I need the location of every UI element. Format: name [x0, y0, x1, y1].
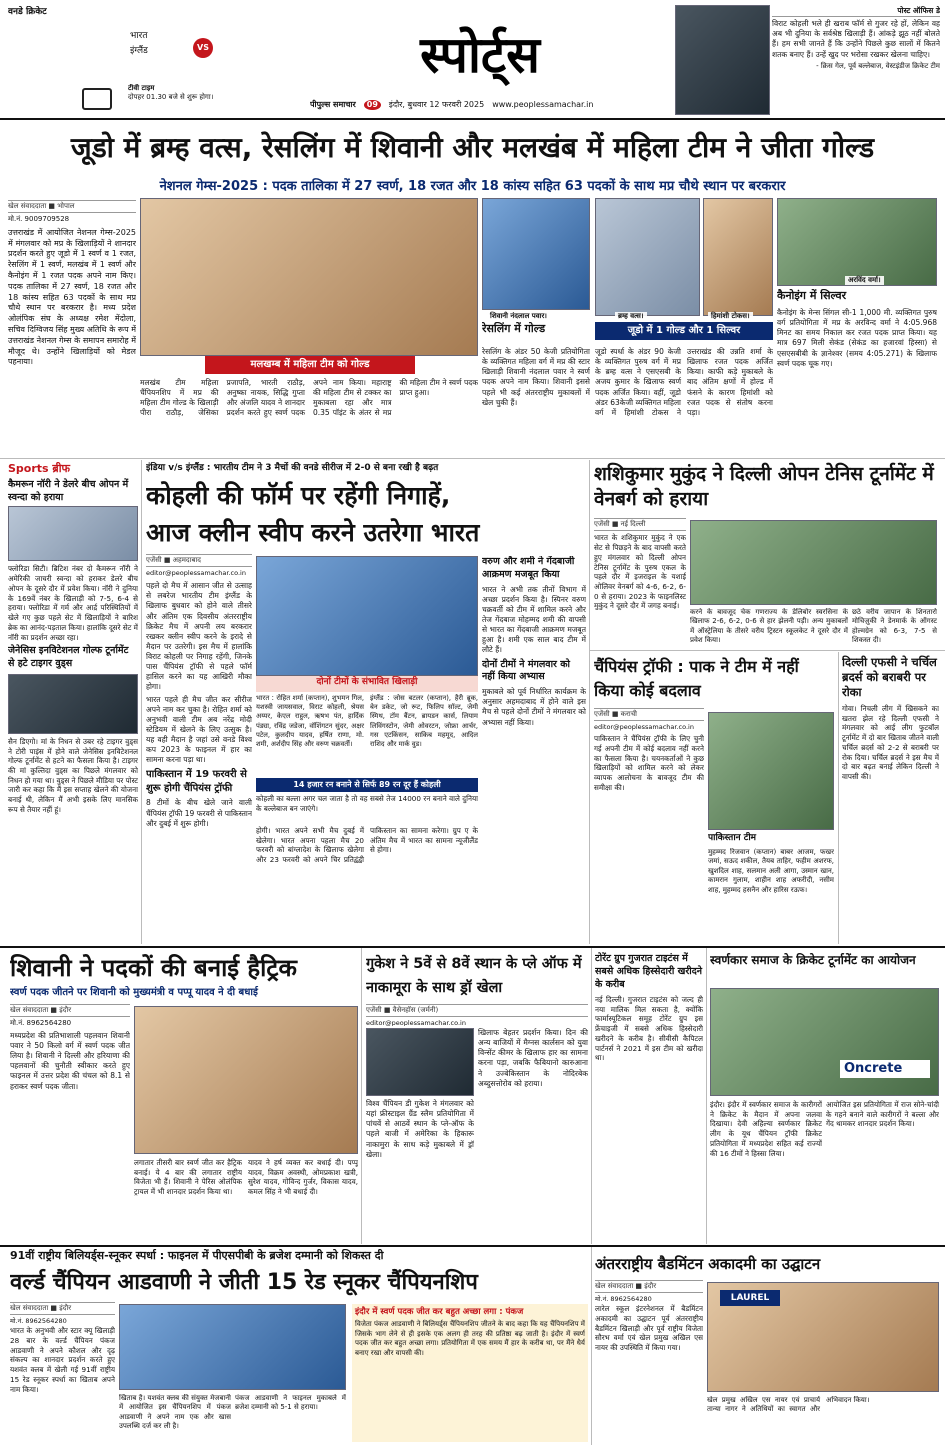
quote-text: विराट कोहली भले ही खराब फॉर्म से गुजर रहे हों, लेकिन वह अब भी दुनिया के सर्वश्रेष्ठ खिलाड़ी हैं। आंकड़े झूठ नहीं बोलते हैं। हम सभी जानते हैं कि उन्होंने पिछले कुछ सालों में कितने शतक बनाए हैं। उन्हें खुद पर भरोसा रखकर खेलना चाहिए।: [772, 19, 940, 59]
cricket-headline-1: कोहली की फॉर्म पर रहेंगी निगाहें,: [146, 481, 451, 510]
cricket-col3-heading: वरुण और शमी ने गेंदबाजी आक्रमण मजबूत किया: [482, 556, 575, 580]
malkhamb-text: मलखंब टीम महिला चैंपियनशिप में मप्र की महिला टीम गोल्ड के खिलाड़ी पीरा राठौड़, जेसिका प्रजापति, भारती राठौड़, अनुष्का नायक, सिद्धि गुप्ता और अंजलि यादव ने शानदार प्रदर्शन करते हुए स्वर्ण पदक अपने नाम किया। महाराष्ट्र की महिला टीम से टक्कर का मुकाबला रहा और मात्र 0.35 पॉइंट के अंतर से मप्र की महिला टीम ने स्वर्ण पदक प्राप्त हुआ।: [140, 378, 478, 418]
shivani-subhead: स्वर्ण पदक जीतने पर शिवानी को मुख्यमंत्री व पप्पू यादव ने दी बधाई: [10, 987, 258, 998]
brief-headline-1: कैमरून नॉरी ने डेलरे बीच ओपन में स्वन्दा को हराया: [8, 478, 129, 503]
brand-name: पीपुल्स समाचार: [310, 99, 356, 109]
cricket-col-1: [146, 554, 252, 944]
quote-box: [772, 6, 940, 114]
shivani-felicitation-photo: [134, 1006, 358, 1154]
tv-time-box: [128, 84, 238, 114]
judoka2-photo: [703, 198, 773, 316]
cricket-body-1: पहले दो मैच में आसान जीत से उत्साह से लबरेज भारतीय टीम इंग्लैंड के खिलाफ बुधवार को होने वाले तीसरे और अंतिम एक दिवसीय अंतरराष्ट्रीय क्रिकेट मैच में अपनी लय बरकरार रखकर क्लीन स्वीप करने के इरादे से मैदान पर उतरेगी। इस मैच में हालांकि विराट कोहली पर निगाह रहेंगी, जिनके पास चैंपियंस ट्रॉफी से पहले फॉर्म हासिल करने का यह आखिरी मौका होगा।: [146, 581, 252, 692]
swarnkar-col-2: [826, 1100, 939, 1242]
brief-body-1: फ्लोरिडा सिटी। ब्रिटिश नंबर दो कैमरून नॉरी ने अमेरिकी जाचरी स्वन्दा को हराकर डेलरे बीच ओपन के दूसरे दौर में प्रवेश किया। नॉरी ने दुनिया के 169वें नंबर के खिलाड़ी को 7-5, 6-4 से हराया। फ्लोरिडा में गर्म और आर्द्र परिस्थितियों में खेले गए कुछ पहले सेट में खिलाड़ियों ने बारिश ब्रेक का आनंद-पड़ताल किया। हालांकि दूसरे सेट में नॉरी का प्रदर्शन अच्छा रहा।: [8, 564, 138, 642]
shivani-mobile: मो.नं. 8962564280: [10, 1019, 72, 1028]
champions-email[interactable]: editor@peoplessamachar.co.in: [594, 723, 694, 732]
brief-body-2-wrap: [8, 737, 138, 815]
swarnkar-photo: [710, 988, 939, 1096]
lead-body: उत्तराखंड में आयोजित नेशनल गेम्स-2025 में मंगलवार को मप्र के खिलाड़ियों ने शानदार प्रदर्शन करते हुए जूडो में 1 स्वर्ण व 1 रजत, रेसलिंग में 1 स्वर्ण, मलखंब में 1 स्वर्ण और कैनोइंग में 1 रजत पदक अपने नाम किए। पदक तालिका में 27 स्वर्ण, 18 रजत और 18 कांस्य सहित 63 पदकों के साथ मप्र चौथे स्थान पर बरकरार है। मध्य प्रदेश ओलंपिक संघ के अध्यक्ष रमेश मेंदोला, सचिव दिग्विजय सिंह मुख्य अतिथि के रूप में उत्तराखंड नेशनल गेम्स के समापन समारोह में मौजूद थे। उन्होंने खिलाड़ियों को मेडल पहनाया।: [8, 227, 136, 367]
match-label-box: [8, 6, 118, 28]
kohli-bar: 14 हजार रन बनाने से सिर्फ 89 रन दूर हैं कोहली: [256, 778, 478, 792]
advani-quote-head: इंदौर में स्वर्ण पदक जीत कर बहुत अच्छा लगा : पंकज: [355, 1307, 524, 1317]
brief-body-2: सैन डिएगो। मां के निधन से उबर रहे टाइगर वुड्स ने टोरी पाइंस में होने वाले जेनेसिस इनविटेशनल गोल्फ टूर्नामेंट से हटने का फैसला किया है। टाइगर की मां कुल्तिदा वुड्स का पिछले मंगलवार को निधन हो गया था। वुड्स ने पिछले मीडिया पर पोस्ट जारी कर कहा कि मैं इस सप्ताह खेलने की योजना बनाई थी, लेकिन मैं अभी इसके लिए मानसिक रूप से तैयार नहीं हूं।: [8, 736, 138, 814]
canoe-text: कैनोइंग के मेन्स सिंगल सी-1 1,000 मी. व्यक्तिगत पुरुष वर्ग प्रतियोगिता में मप्र के अरविन्द वर्मा ने 4:05.968 मिनट का समय निकाल कर रजत पदक प्राप्त किया। यह मात्र 697 मिली सेकंड (सेकंड का हजारवां हिस्सा) से एसएसबीबी के ज्ञानेश्वर (समय 4:05.271) के खिलाफ स्वर्ण पदक चूक गए।: [777, 308, 937, 368]
football-story: [842, 655, 939, 944]
lead-mobile: मो.नं. 9009709528: [8, 215, 70, 224]
pakistan-squad: मुहम्मद रिजवान (कप्तान) बाबर आजम, फखर जमां, सऊद शकील, तैयब ताहिर, फहीम अशरफ, खुशदिल शाह, सलमान अली आगा, उस्मान खान, कामरान गुलाम, शाहीन शाह अफरीदी, नसीम शाह, मुहम्मद हसनैन और हारिस रऊफ।: [708, 848, 834, 894]
quote-author-photo: [675, 5, 770, 115]
lead-intro-column: [8, 200, 136, 455]
badminton-col-1: [595, 1280, 703, 1442]
chess-byline-box: [366, 1004, 588, 1026]
brief-body-1-wrap: [8, 564, 138, 642]
brief-label: Sports ब्रीफ: [8, 462, 71, 475]
dateline-bar: [310, 97, 680, 113]
chess-body-2: खिलाफ बेहतर प्रदर्शन किया। दिन की अन्य बाजियों में मैग्नस कार्लसन को युवा विन्सेंट कीमर के खिलाफ हार का सामना करना पड़ा, जबकि फैबियानो कारुआना ने उज्बेकिस्तान के नोदिरबेक अब्दुसत्तोरोव को हराया।: [478, 1028, 588, 1088]
kohli-body-wrap: [256, 794, 478, 824]
shivani-col-2: [134, 1158, 242, 1242]
gukesh-photo: [366, 1028, 474, 1096]
quote-label: पोस्ट ऑफिस डे: [772, 6, 940, 17]
badminton-body: लारेल स्कूल इंटरनेशनल में बैडमिंटन अकादमी का उद्घाटन पूर्व अंतरराष्ट्रीय बैडमिंटन खिलाड़ी और पूर्व राष्ट्रीय विजेता सौरभ वर्मा एवं खेल प्रमुख अखिल एस नायर की उपस्थिति में किया गया।: [595, 1304, 703, 1353]
cricket-col3-body-2: मुकाबले को पूर्व निर्धारित कार्यक्रम के अनुसार अहमदाबाद में होने वाले इस मैच से पहले दोनों टीमों ने मंगलवार को अभ्यास नहीं किया।: [482, 687, 586, 727]
advani-quote-body: विजेता पंकज आडवाणी ने बिलियर्ड्स चैंपियनशिप जीतने के बाद कहा कि यह चैंपियनशिप में जिसके भाग लेने से ही इसके एक अलग ही तरह की प्रतिष्ठा बढ़ जाती है। इंदौर में स्वर्ण पदक जीत कर बहुत अच्छा लगा। प्रतियोगिता में एक समय मैं हार के करीब था, पर मैंने धैर्य बनाए रखा और वापसी की।: [355, 1320, 585, 1357]
wrestling-text: रेसलिंग के अंडर 50 केजी प्रतियोगिता के व्यक्तिगत महिला वर्ग में मप्र की स्टार खिलाड़ी शिवानी नंदलाल पवार ने स्वर्ण पदक अपने नाम किया। शिवानी इससे पहले भी कई अंतरराष्ट्रीय मुकाबलों में खेल चुकी हैं।: [482, 347, 590, 407]
shivani-headline: शिवानी ने पदकों की बनाई हैट्रिक: [10, 954, 297, 982]
titans-body: नई दिल्ली। गुजरात टाइटंस को जल्द ही नया मालिक मिल सकता है, क्योंकि फार्मास्यूटिकल समूह टोरेंट ग्रुप इस फ्रेंचाइजी में सबसे अधिक हिस्सेदारी खरीदने के करीब है। सीवीसी कैपिटल पार्टनर्स ने 2021 में इस टीम को खरीदा था।: [595, 995, 703, 1063]
badminton-body-2: खेल प्रमुख अखिल एस नायर एवं प्राचार्य तान्या नागर ने अतिथियों का स्वागत और अभिवादन किया।: [707, 1396, 870, 1414]
billiards-col-3: [235, 1394, 346, 1442]
canoe-caption: कैनोइंग में सिल्वर: [777, 289, 847, 302]
billiards-mobile: मो.नं. 8962564280: [10, 1317, 67, 1326]
billiards-body-2: खिताब है। यशवंत क्लब की संयुक्त मेजबानी में आयोजित इस चैंपियनशिप में पंकज आडवाणी ने अपने नाम एक और खास उपलब्धि दर्ज कर ली है।: [119, 1394, 231, 1431]
football-headline: दिल्ली एफसी ने चर्चिल ब्रदर्स को बराबरी पर रोका: [842, 655, 937, 699]
team-india: भारत: [130, 31, 148, 41]
kohli-rohit-photo: [256, 556, 478, 676]
badminton-headline: अंतरराष्ट्रीय बैडमिंटन अकादमी का उद्घाटन: [595, 1255, 821, 1273]
malkhamb-team-photo: [140, 198, 478, 356]
cricket-col-3: [482, 556, 586, 944]
judoka1-photo: [595, 198, 700, 316]
malkhamb-caption: मलखम्ब में महिला टीम को गोल्ड: [205, 356, 415, 374]
swarnkar-col-1: [710, 1100, 822, 1242]
norrie-photo: [8, 506, 138, 561]
titans-story: [595, 952, 703, 1242]
judoka1-name: ब्रम्ह वत्स।: [615, 312, 647, 321]
badminton-mobile: मो.नं. 8962564280: [595, 1295, 652, 1304]
lead-subhead: नेशनल गेम्स-2025 : पदक तालिका में 27 स्वर्ण, 18 रजत और 18 कांस्य सहित 63 पदकों के साथ मप्र चौथे स्थान पर बरकरार: [159, 179, 786, 194]
cricket-headline-2: आज क्लीन स्वीप करने उतरेगा भारत: [146, 518, 480, 547]
cricket-bottom-body: होगी। भारत अपने सभी मैच दुबई में खेलेगा। भारत अपना पहला मैच 20 फरवरी को बांग्लादेश के खिलाफ खेलेगा और 23 फरवरी को अपने चिर प्रतिद्वंद्वी पाकिस्तान का सामना करेगा। ग्रुप ए के अंतिम मैच में भारत का सामना न्यूजीलैंड से होगा।: [256, 826, 478, 865]
chess-headline: गुकेश ने 5वें से 8वें स्थान के प्ले ऑफ में नाकामूरा के साथ ड्रॉ खेला: [366, 956, 582, 996]
chess-col-1: [366, 1028, 474, 1242]
billiards-body-3: पंकज आडवाणी ने फाइनल मुकाबले में ब्रजेश दम्मानी को 5-1 से हराया।: [235, 1394, 346, 1412]
badminton-byline: खेल संवाददाता ■ इंदौर: [595, 1280, 703, 1293]
champions-byline: एजेंसी ■ कराची: [594, 708, 704, 721]
champions-body: पाकिस्तान ने चैंपियंस ट्रॉफी के लिए चुनी गई अपनी टीम में कोई बदलाव नहीं करने का फैसला किया है। चयनकर्ताओं ने कुछ खिलाड़ियों को शामिल करने को लेकर व्यापक आलोचना के बावजूद टीम की समीक्षा की।: [594, 734, 704, 792]
brief-headline-2: जेनेसिस इनविटेशनल गोल्फ टूर्नामेंट से हटे टाइगर वुड्स: [8, 645, 129, 670]
titans-headline: टोरेंट ग्रुप गुजरात टाइटंस में सबसे अधिक हिस्सेदारी खरीदने के करीब: [595, 953, 703, 990]
page-number: 09: [364, 100, 381, 111]
judo-text: जूडो स्पर्धा के अंडर 90 केजी के व्यक्तिगत पुरुष वर्ग में मप्र के ब्रम्ह वत्स ने एसएसबी के अजय कुमार के खिलाफ स्वर्ण पदक अर्जित किया। वहीं, जूडो अंडर 63केजी व्यक्तिगत महिला वर्ग में हिमांशी टोकस ने उत्तराखंड की उन्नति शर्मा के खिलाफ रजत पदक अर्जित किया। काफी कड़े मुकाबले के बाद अंतिम क्षणों में होल्ड में फंसने के कारण हिमांशी को रजत पदक से संतोष करना पड़ा।: [595, 347, 773, 417]
shivani-body-3: यादव ने हर्ष व्यक्त कर बधाई दी। पप्पू यादव, विक्रम अवस्थी, ओमप्रकाश खत्री, सुरेश यादव, गोविन्द गुर्जर, विकास यादव, कमल सिंह ने भी बधाई दी।: [248, 1158, 358, 1197]
shivani-byline: खेल संवाददाता ■ इंदौर: [10, 1004, 130, 1017]
tennis-body-3: छठे वरीय जापान के शिनतारो मोचिज़ुकी ने डेनमार्क के ऑगस्ट होल्मग्रेन को 6-3, 7-5 से शिकस्त दी।: [852, 608, 937, 645]
pakistan-team-photo: [708, 712, 834, 830]
squads-box: [256, 694, 478, 776]
teams-box: [130, 30, 250, 70]
tennis-body: भारत के शशिकुमार मुकुंद ने एक सेट से पिछड़ने के बाद वापसी करते हुए मंगलवार को दिल्ली ओपन टेनिस टूर्नामेंट के पुरुष एकल के पहले दौर में इजराइल के यशाई ओलिवर वेनबर्ग को 4-6, 6-2, 6-0 से हराया। 2023 के फाइनलिस्ट मुकुंद ने दूसरे दौर में जगह बनाई।: [594, 533, 686, 611]
kohli-body: कोहली का बल्ला अगर चल जाता है तो वह सबसे तेज 14000 रन बनाने वाले दुनिया के बल्लेबाज बन जाएंगे।: [256, 794, 478, 813]
chess-email[interactable]: editor@peoplessamachar.co.in: [366, 1019, 466, 1026]
match-label: वनडे क्रिकेट: [8, 7, 47, 17]
lead-headline: जूडो में ब्रम्ह वत्स, रेसलिंग में शिवानी और मलखंब में महिला टीम ने जीता गोल्ड: [70, 131, 875, 164]
section-title: स्पोर्ट्स: [420, 26, 540, 84]
billiards-kicker: 91वीं राष्ट्रीय बिलियर्ड्स-स्नूकर स्पर्धा : फाइनल में पीएसपीबी के ब्रजेश दम्मानी को शिकस्त दी: [10, 1249, 384, 1262]
shivani-col-1: [10, 1004, 130, 1242]
lead-byline: खेल संवाददाता ■ भोपाल: [8, 200, 136, 213]
tv-channel: टीवी टाइम: [128, 84, 155, 92]
masthead: [380, 22, 580, 94]
tennis-body-2: करने के बावजूद चेक गणराज्य के डेलिबोर स्वरसिना के खिलाफ 2-6, 6-2, 0-6 से हार झेलनी पड़ी। अन्य मुकाबलों में ऑस्ट्रेलिया के तीसरे वरीय ट्रिस्टन स्कूलकेट ने दूसरे दौर में प्रवेश किया।: [690, 608, 848, 645]
shivani-col-3: [248, 1158, 358, 1242]
tennis-col-3: [852, 608, 937, 648]
tennis-byline: एजेंसी ■ नई दिल्ली: [594, 518, 686, 531]
dateline: इंदौर, बुधवार 12 फरवरी 2025: [388, 99, 485, 109]
wrestler-photo: [482, 198, 590, 310]
tv-time: दोपहर 01.30 बजे से शुरू होगा।: [128, 93, 214, 102]
chess-col-2: [478, 1028, 588, 1242]
advani-photo: [119, 1304, 346, 1390]
cricket-email[interactable]: editor@peoplessamachar.co.in: [146, 569, 246, 578]
badminton-col-2: [707, 1396, 939, 1442]
squads-title: दोनों टीमों के संभावित खिलाड़ी: [256, 676, 478, 692]
malkhamb-body: [140, 378, 478, 456]
team-england: इंग्लैंड: [130, 46, 148, 57]
billiards-headline: वर्ल्ड चैंपियन आडवाणी ने जीती 15 रेड स्नूकर चैंपियनशिप: [10, 1270, 478, 1295]
advani-quote-body-wrap: [355, 1320, 585, 1358]
cricket-bottom: [256, 826, 478, 944]
chess-byline: एजेंसी ■ वैसेनहॉस (जर्मनी): [366, 1004, 588, 1017]
cricket-sub-body: 8 टीमों के बीच खेले जाने वाली चैंपियंस ट्रॉफी 19 फरवरी से पाकिस्तान और दुबई में शुरू होगी।: [146, 798, 252, 828]
quote-author: - क्रिस गेल, पूर्व बल्लेबाज, वेस्टइंडीज क्रिकेट टीम: [816, 61, 940, 70]
billiards-body: भारत के अनुभवी और स्टार क्यू खिलाड़ी 28 बार के वर्ल्ड चैंपियन पंकज आडवाणी ने अपने कौशल और दृढ़ संकल्प का शानदार प्रदर्शन करते हुए यशवंत क्लब में खेली गई 91वीं राष्ट्रीय 15 रेड स्नूकर स्पर्धा का खिताब अपने नाम किया।: [10, 1326, 115, 1394]
tennis-col-2: [690, 608, 848, 648]
billiards-byline: खेल संवाददाता ■ इंदौर: [10, 1302, 115, 1315]
advani-quote-box: [352, 1304, 588, 1442]
cricket-col3-body: भारत ने अभी तक तीनों विभाग में अच्छा प्रदर्शन किया है। स्पिनर वरुण चक्रवर्ती को टीम में शामिल करने और तेज गेंदबाज मोहम्मद शमी की वापसी से भारत का गेंदबाजी आक्रमण मजबूत हुआ है। शमी एक साल बाद टीम में लौटे हैं।: [482, 584, 586, 655]
shivani-body-2: लगातार तीसरी बार स्वर्ण जीत कर हैट्रिक बनाई। ये 4 बार की लगातार राष्ट्रीय विजेता भी हैं। शिवानी ने पेरिस ओलंपिक ट्रायल में भी शानदार प्रदर्शन किया था।: [134, 1158, 242, 1197]
canoeist-photo: [777, 198, 937, 286]
canoeist-name: अरविंद वर्मा।: [845, 276, 884, 285]
billiards-col-1: [10, 1302, 115, 1442]
shivani-body: मध्यप्रदेश की प्रतिभाशाली पहलवान शिवानी पवार ने 50 किलो वर्ग में स्वर्ण पदक जीत लिया है। शिवानी ने दिल्ली और हरियाणा की पहलवानों की चुनौती स्वीकार करते हुए फाइनल में उत्तर प्रदेश की चंचल को 8.1 से हराकर स्वर्ण पदक जीता।: [10, 1030, 130, 1091]
cricket-kicker: इंडिया v/s इंग्लैंड : भारतीय टीम ने 3 मैचों की वनडे सीरीज में 2-0 से बना रखी है बढ़त: [146, 463, 439, 473]
judoka2-name: हिमांशी टोकस।: [708, 312, 753, 321]
swarnkar-body: इंदौर। इंदौर में स्वर्णकार समाज के कारीगरों ने क्रिकेट के मैदान में अपना जलवा दिखाया। देवी अहिल्या स्वर्णकार क्रिकेट लीग के यूथ चैंपियन ट्रॉफी क्रिकेट प्रतियोगिता में मध्यप्रदेश सहित कई राज्यों की 16 टीमों ने हिस्सा लिया।: [710, 1100, 822, 1158]
mukund-photo: [690, 520, 937, 605]
judo-body: [595, 347, 773, 457]
wrestling-caption: रेसलिंग में गोल्ड: [482, 322, 546, 335]
tennis-col-1: [594, 518, 686, 640]
sports-brief: [8, 462, 138, 944]
cricket-body-1b: भारत पहले ही मैच जीत कर सीरीज अपने नाम कर चुका है। रोहित शर्मा को अनुभवी वाली टीम अब नरेंद्र मोदी स्टेडियम में खेलने के लिए उत्सुक है। यह वही मैदान है जहां उसे वनडे विश्व कप 2023 के फाइनल में हार का सामना करना पड़ा था।: [146, 694, 252, 765]
cricket-byline: एजेंसी ■ अहमदाबाद: [146, 554, 252, 567]
football-body-wrap: [842, 704, 939, 782]
wrestler-name: शिवानी नंदलाल पवार।: [487, 312, 550, 321]
swarnkar-headline: स्वर्णकार समाज के क्रिकेट टूर्नामेंट का आयोजन: [710, 953, 916, 967]
cricket-sub-heading: पाकिस्तान में 19 फरवरी से शुरू होगी चैंपियंस ट्रॉफी: [146, 769, 247, 794]
vs-badge: VS: [193, 38, 213, 58]
squad-england: इंग्लैंड : जोस बटलर (कप्तान), हैरी ब्रूक, बेन डकेट, जो रूट, फिलिप सॉल्ट, जेमी स्मिथ, टॉम बैंटन, ब्रायडन कार्स, लियाम लिविंगस्टोन, जेमी ओवरटन, जोफ्रा आर्चर, गस एटकिंसन, साकिब महमूद, आदिल राशिद और मार्क वुड।: [370, 694, 478, 748]
woods-photo: [8, 674, 138, 734]
website[interactable]: www.peoplessamachar.in: [492, 99, 594, 109]
billiards-col-2: [119, 1394, 231, 1442]
sponsor-sign: Oncrete: [840, 1060, 930, 1078]
wrestling-body: [482, 347, 590, 457]
champions-headline: चैंपियंस ट्रॉफी : पाक ने टीम में नहीं किया कोई बदलाव: [594, 657, 799, 700]
chess-body: विश्व चैंपियन डी गुकेश ने मंगलवार को यहां फ्रीस्टाइल ग्रैंड स्लैम प्रतियोगिता में पांचवें से आठवें स्थान के प्ले-ऑफ के पहले बाजी में अमेरिका के हिकारू नाकामुरा के साथ कड़े मुकाबले में ड्रॉ खेला।: [366, 1099, 474, 1159]
canoe-body: [777, 308, 937, 456]
pakistan-photo-label: पाकिस्तान टीम: [708, 833, 757, 843]
tennis-headline: शशिकुमार मुकुंद ने दिल्ली ओपन टेनिस टूर्नामेंट में वेनबर्ग को हराया: [594, 463, 934, 510]
squad-india: भारत : रोहित शर्मा (कप्तान), शुभमन गिल, यशस्वी जायसवाल, विराट कोहली, श्रेयस अय्यर, केएल राहुल, ऋषभ पंत, हार्दिक पंड्या, रविंद्र जडेजा, वॉशिंगटन सुंदर, अक्षर पटेल, कुलदीप यादव, हर्षित राणा, मो. शमी, अर्शदीप सिंह और वरुण चक्रवर्ती।: [256, 694, 364, 748]
champions-col-1: [594, 708, 704, 944]
pakistan-squad-box: [708, 848, 834, 944]
tv-icon: [82, 88, 112, 110]
football-body: गोवा। निचली लीग में खिसकने का खतरा झेल रहे दिल्ली एफसी ने मंगलवार को आई लीग फुटबॉल टूर्नामेंट में दो बार खिताब जीतने वाली चर्चिल ब्रदर्स को 2-2 से बराबरी पर रोक दिया। चर्चिल ब्रदर्स ने इस मैच में दो बार बढ़त बनाई लेकिन दिल्ली ने वापसी की।: [842, 704, 939, 782]
titans-body-wrap: [595, 995, 703, 1063]
swarnkar-body-2: आयोजित इस प्रतियोगिता में राज सोने-चांदी के गहने बनाने वाले कारीगरों ने बल्ला और गेंद थामकर शानदार प्रदर्शन किया।: [826, 1100, 939, 1129]
academy-banner: LAUREL: [720, 1290, 780, 1306]
cricket-col3-heading-2: दोनों टीमों ने मंगलवार को नहीं किया अभ्यास: [482, 658, 570, 683]
judo-caption: जूडो में 1 गोल्ड और 1 सिल्वर: [595, 322, 773, 340]
